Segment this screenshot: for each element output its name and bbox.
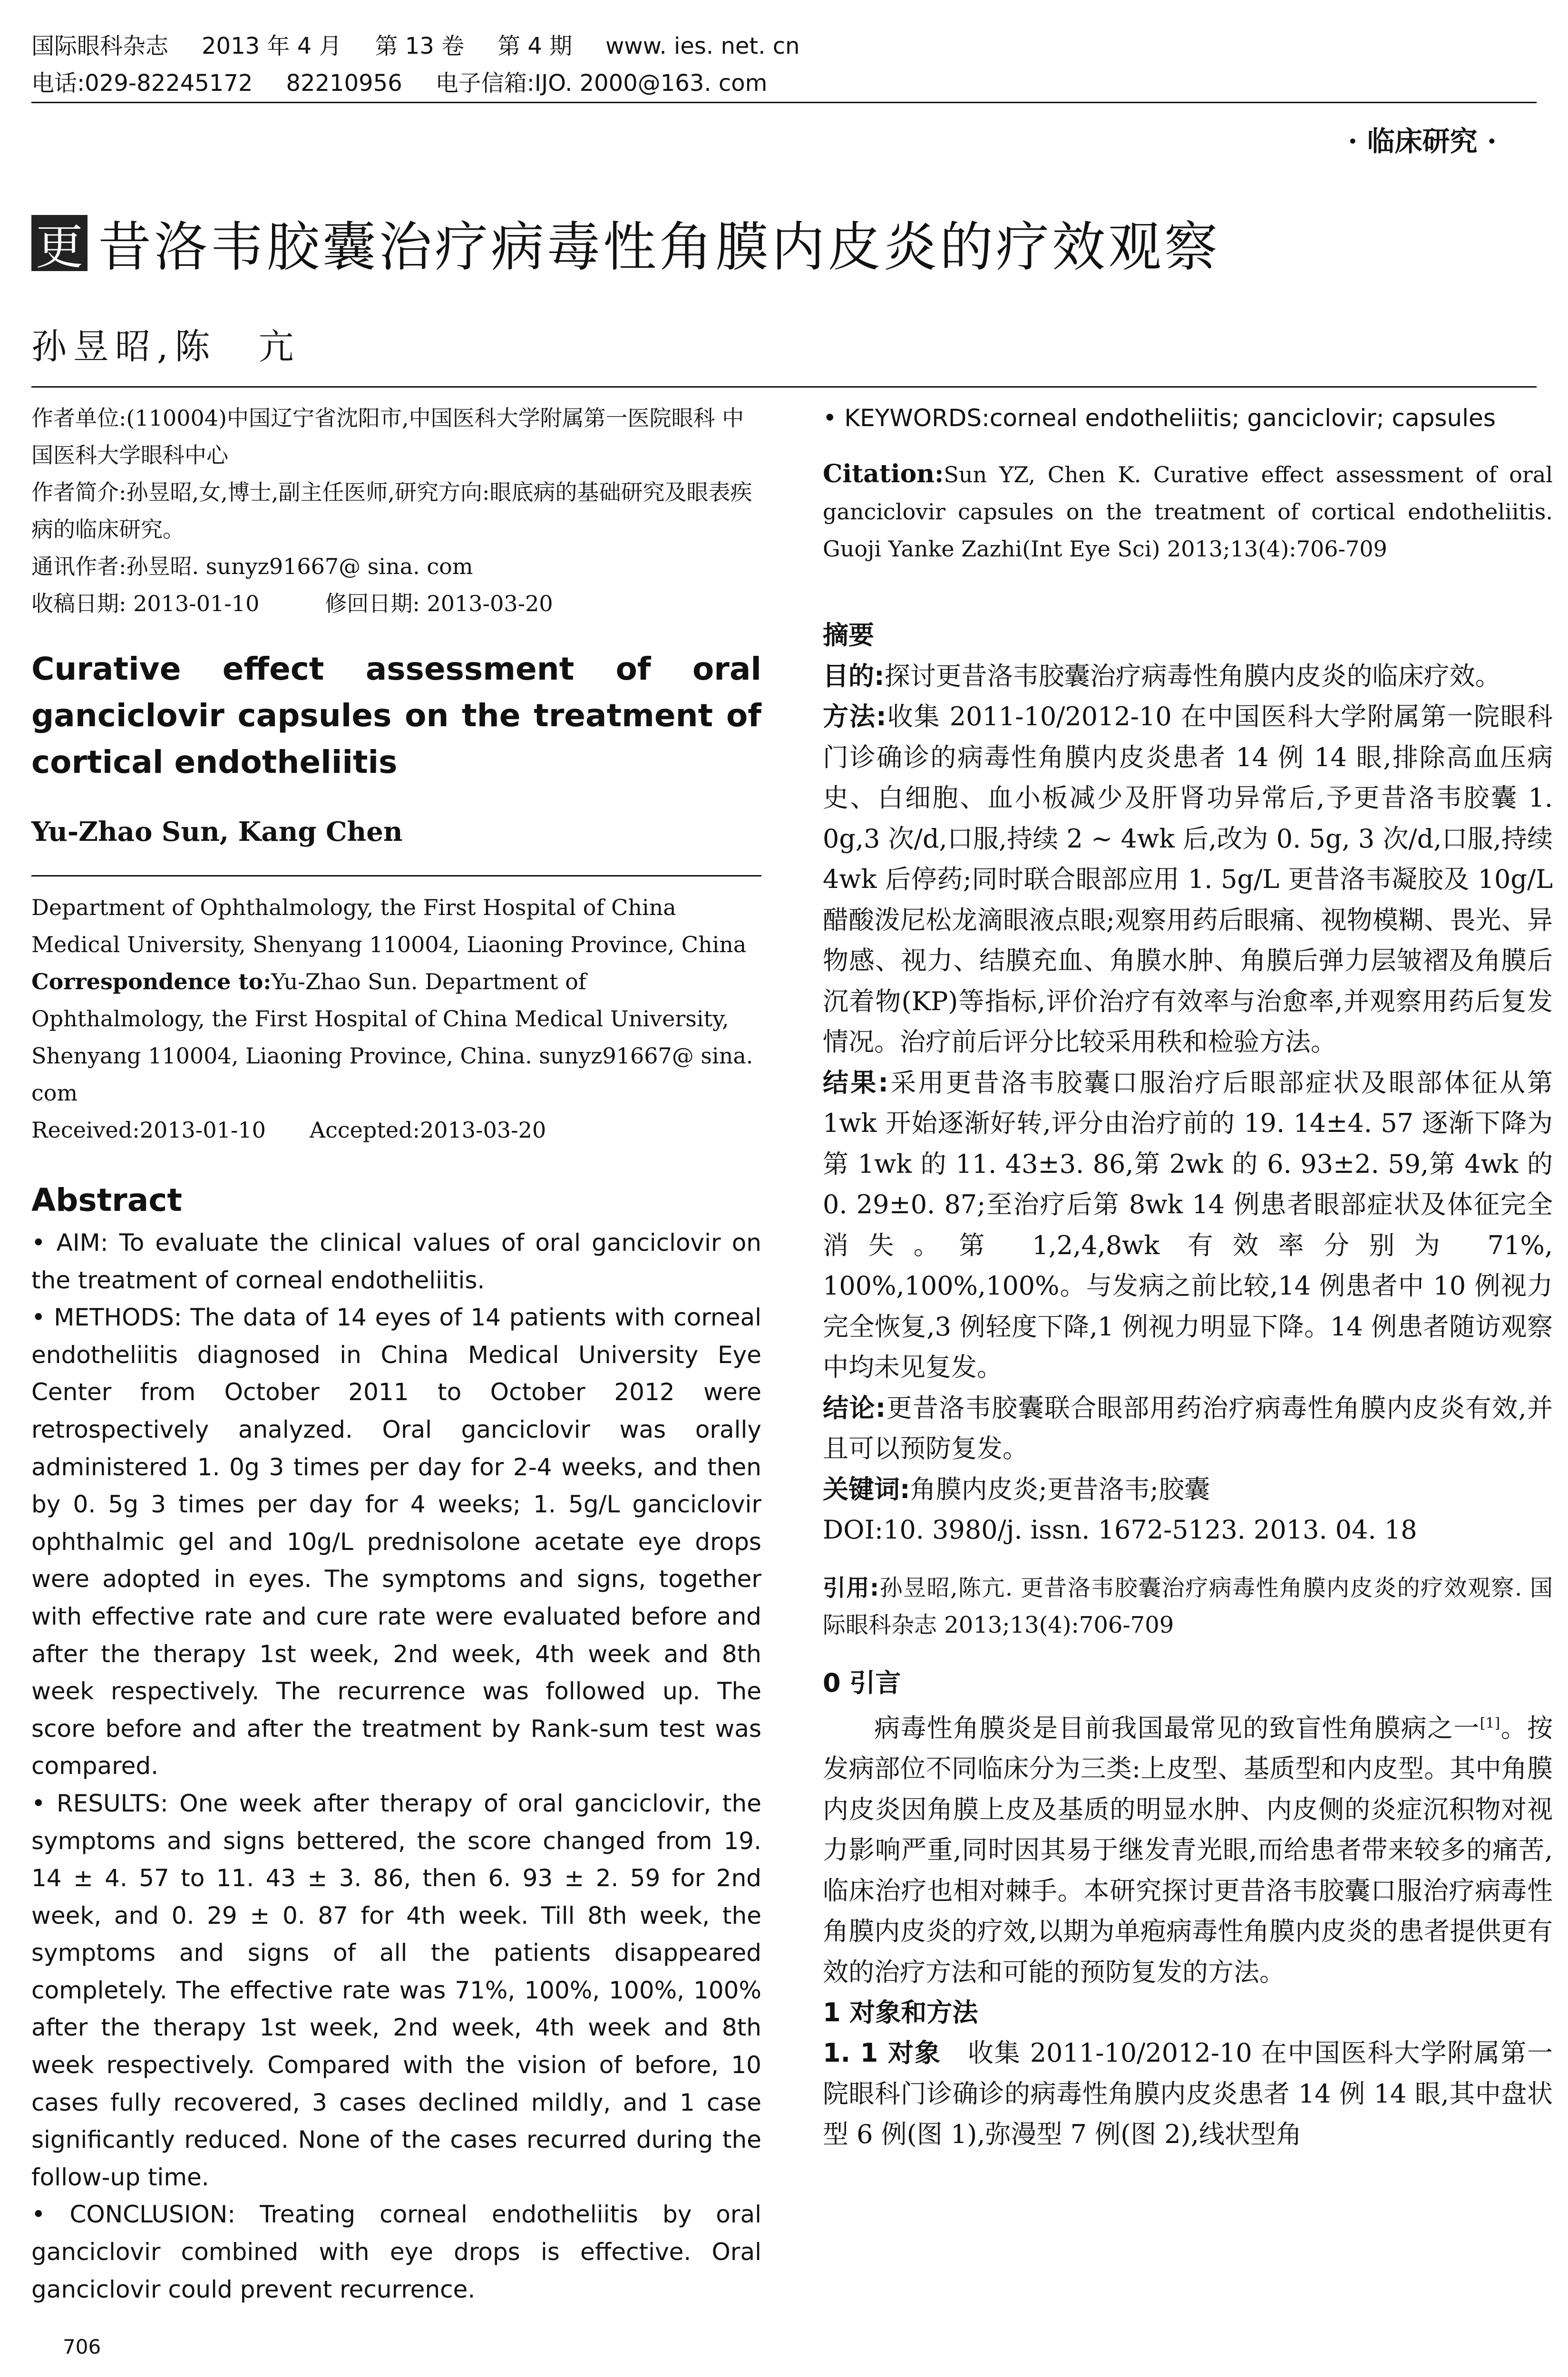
- affiliation-cn: [31, 399, 761, 622]
- correspondence: [31, 963, 761, 1111]
- volume: 第 13 卷: [375, 33, 465, 59]
- subjects-label: 1. 1 对象: [823, 2038, 941, 2068]
- citation: [823, 456, 1553, 567]
- english-title: Curative effect assessment of oral ganciclovir capsules on the treatment of cortical endotheliitis: [31, 651, 761, 780]
- correspondence-text: Yu-Zhao Sun. Department of Ophthalmology, the First Hospital of China Medical University, Shenyang 110004, Liaoning Province, China. sunyz91667@ sina. com: [31, 969, 753, 1106]
- page-number: 706: [63, 2335, 101, 2358]
- email: 电子信箱:IJO. 2000@163. com: [435, 70, 768, 97]
- zh-results: [823, 1062, 1553, 1388]
- zh-keywords-label: 关键词:: [823, 1474, 910, 1504]
- zh-abstract-heading: 摘要: [823, 620, 874, 650]
- header-divider: [31, 102, 1537, 103]
- intro-paragraph: [823, 1703, 1553, 1993]
- zh-methods-label: 方法:: [823, 701, 886, 731]
- author-bio: 作者简介:孙昱昭,女,博士,副主任医师,研究方向:眼底病的基础研究及眼表疾病的临床研究。: [31, 479, 752, 542]
- zh-results-text: 采用更昔洛韦胶囊口服治疗后眼部症状及眼部体征从第 1wk 开始逐渐好转,评分由治疗前的 19. 14±4. 57 逐渐下降为第 1wk 的 11. 43±3. 86,第 2wk 的 6. 93±2. 59,第 4wk 的 0. 29±0. 87;至治疗后第 8wk 14 例患者眼部症状及体征完全消失。第 1,2,4,8wk 有效率分别为 71%, 100%,100%,100%。与发病之前比较,14 例患者中 10 例视力完全恢复,3 例轻度下降,1 例视力明显下降。14 例患者随访观察中均未见复发。: [823, 1067, 1553, 1382]
- keywords-en: • KEYWORDS:corneal endotheliitis; ganciclovir; capsules: [823, 404, 1496, 432]
- running-header: [31, 28, 833, 102]
- zh-aim-label: 目的:: [823, 661, 885, 691]
- abstract-conclusion: • CONCLUSION: Treating corneal endotheliitis by oral ganciclovir combined with eye drops is effective. Oral ganciclovir could prevent recurrence.: [31, 2201, 761, 2303]
- doi: DOI:10. 3980/j. issn. 1672-5123. 2013. 04. 18: [823, 1515, 1417, 1545]
- zh-conclusion: [823, 1388, 1553, 1469]
- intro-text-a: 病毒性角膜炎是目前我国最常见的致盲性角膜病之一: [874, 1713, 1480, 1743]
- intro-ref[interactable]: [1]: [1480, 1715, 1500, 1732]
- corresponding-author: 通讯作者:孙昱昭. sunyz91667@ sina. com: [31, 554, 473, 579]
- authors-divider: [31, 386, 1537, 388]
- zh-cite-label: 引用:: [823, 1574, 879, 1601]
- abstract-aim: • AIM: To evaluate the clinical values of oral ganciclovir on the treatment of corneal endotheliitis.: [31, 1229, 761, 1294]
- department: Department of Ophthalmology, the First Hospital of China Medical University, Shenyang 110004, Liaoning Province, China: [31, 895, 747, 957]
- phone2: 82210956: [286, 70, 402, 97]
- zh-conclusion-label: 结论:: [823, 1393, 886, 1423]
- zh-methods: [823, 696, 1553, 1062]
- zh-conclusion-text: 更昔洛韦胶囊联合眼部用药治疗病毒性角膜内皮炎有效,并且可以预防复发。: [823, 1393, 1553, 1463]
- abstract-results: • RESULTS: One week after therapy of oral ganciclovir, the symptoms and signs bettered, the score changed from 19. 14 ± 4. 57 to 11. 43 ± 3. 86, then 6. 93 ± 2. 59 for 2nd week, and 0. 29 ± 0. 87 for 4th week. Till 8th week, the symptoms and signs of all the patients disappeared completely. The effective rate was 71%, 100%, 100%, 100% after the therapy 1st week, 2nd week, 4th week and 8th week respectively. Compared with the vision of before, 10 cases fully recovered, 3 cases declined mildly, and 1 case significantly reduced. None of the cases recurred during the follow-up time.: [31, 1789, 761, 2191]
- english-authors-divider: [31, 875, 761, 877]
- zh-methods-text: 收集 2011-10/2012-10 在中国医科大学附属第一院眼科门诊确诊的病毒性角膜内皮炎患者 14 例 14 眼,排除高血压病史、白细胞、血小板减少及肝肾功异常后,予更昔洛韦胶囊 1. 0g,3 次/d,口服,持续 2 ~ 4wk 后,改为 0. 5g, 3 次/d,口服,持续 4wk 后停药;同时联合眼部应用 1. 5g/L 更昔洛韦凝胶及 10g/L 醋酸泼尼松龙滴眼液点眼;观察用药后眼痛、视物模糊、畏光、异物感、视力、结膜充血、角膜水肿、角膜后弹力层皱褶及角膜后沉着物(KP)等指标,评价治疗有效率与治愈率,并观察用药后复发情况。治疗前后评分比较采用秩和检验方法。: [823, 701, 1553, 1057]
- website: www. ies. net. cn: [605, 33, 800, 59]
- issue-date: 2013 年 4 月: [202, 33, 342, 59]
- introduction: [823, 1663, 1553, 2155]
- title-boxed-char: 更: [31, 215, 88, 271]
- issue: 第 4 期: [497, 33, 573, 59]
- citation-label: Citation:: [823, 459, 944, 488]
- zh-aim: [823, 656, 1553, 697]
- zh-results-label: 结果:: [823, 1067, 889, 1098]
- journal-name: 国际眼科杂志: [31, 33, 169, 59]
- intro-text-b: 。按发病部位不同临床分为三类:上皮型、基质型和内皮型。其中角膜内皮炎因角膜上皮及基质的明显水肿、内皮侧的炎症沉积物对视力影响严重,同时因其易于继发青光眼,而给患者带来较多的痛苦,临床治疗也相对棘手。本研究探讨更昔洛韦胶囊口服治疗病毒性角膜内皮炎的疗效,以期为单疱病毒性角膜内皮炎的患者提供更有效的治疗方法和可能的预防复发的方法。: [823, 1713, 1553, 1987]
- received-accepted: Received:2013-01-10 Accepted:2013-03-20: [31, 1117, 546, 1143]
- zh-cite-text: 孙昱昭,陈亢. 更昔洛韦胶囊治疗病毒性角膜内皮炎的疗效观察. 国际眼科杂志 2013;13(4):706-709: [823, 1574, 1553, 1638]
- zh-keywords: [823, 1469, 1553, 1510]
- dates-cn: 收稿日期: 2013-01-10 修回日期: 2013-03-20: [31, 591, 553, 616]
- abstract-methods: • METHODS: The data of 14 eyes of 14 patients with corneal endotheliitis diagnosed in China Medical University Eye Center from October 2011 to October 2012 were retrospectively analyzed. Oral ganciclovir was orally administered 1. 0g 3 times per day for 2-4 weeks, and then by 0. 5g 3 times per day for 4 weeks; 1. 5g/L ganciclovir ophthalmic gel and 10g/L prednisolone acetate eye drops were adopted in eyes. The symptoms and signs, together with effective rate and cure rate were evaluated before and after the therapy 1st week, 2nd week, 4th week and 8th week respectively. The recurrence was followed up. The score before and after the treatment by Rank-sum test was compared.: [31, 1304, 761, 1780]
- subjects-text: 收集 2011-10/2012-10 在中国医科大学附属第一院眼科门诊确诊的病毒性角膜内皮炎患者 14 例 14 眼,其中盘状型 6 例(图 1),弥漫型 7 例(图 2),线状型角: [823, 2038, 1553, 2149]
- affiliation-unit: 作者单位:(110004)中国辽宁省沈阳市,中国医科大学附属第一医院眼科 中国医科大学眼科中心: [31, 405, 744, 468]
- zh-aim-text: 探讨更昔洛韦胶囊治疗病毒性角膜内皮炎的临床疗效。: [884, 661, 1501, 691]
- zh-keywords-text: 角膜内皮炎;更昔洛韦;胶囊: [910, 1474, 1210, 1504]
- english-authors: Yu-Zhao Sun, Kang Chen: [31, 816, 403, 848]
- article-title: 昔洛韦胶囊治疗病毒性角膜内皮炎的疗效观察: [98, 216, 1220, 278]
- section-tag: · 临床研究 ·: [1348, 125, 1497, 157]
- left-column: [31, 399, 761, 2308]
- right-column: [823, 399, 1553, 2155]
- phone: 电话:029-82245172: [31, 70, 253, 97]
- title-row: [31, 205, 1220, 281]
- chinese-citation: [823, 1569, 1553, 1644]
- subjects-paragraph: [823, 2033, 1553, 2155]
- citation-text: Sun YZ, Chen K. Curative effect assessment of oral ganciclovir capsules on the treatment of cortical endotheliitis. Guoji Yanke Zazhi(Int Eye Sci) 2013;13(4):706-709: [823, 462, 1553, 562]
- authors-cn: 孙昱昭,陈 亢: [31, 326, 301, 367]
- english-affiliation: [31, 889, 761, 1149]
- methods-heading: 1 对象和方法: [823, 1997, 978, 2027]
- correspondence-label: Correspondence to:: [31, 969, 272, 994]
- english-abstract: [31, 1224, 761, 2308]
- abstract-heading: Abstract: [31, 1182, 182, 1218]
- intro-heading: 0 引言: [823, 1667, 901, 1698]
- chinese-abstract: [823, 615, 1553, 1550]
